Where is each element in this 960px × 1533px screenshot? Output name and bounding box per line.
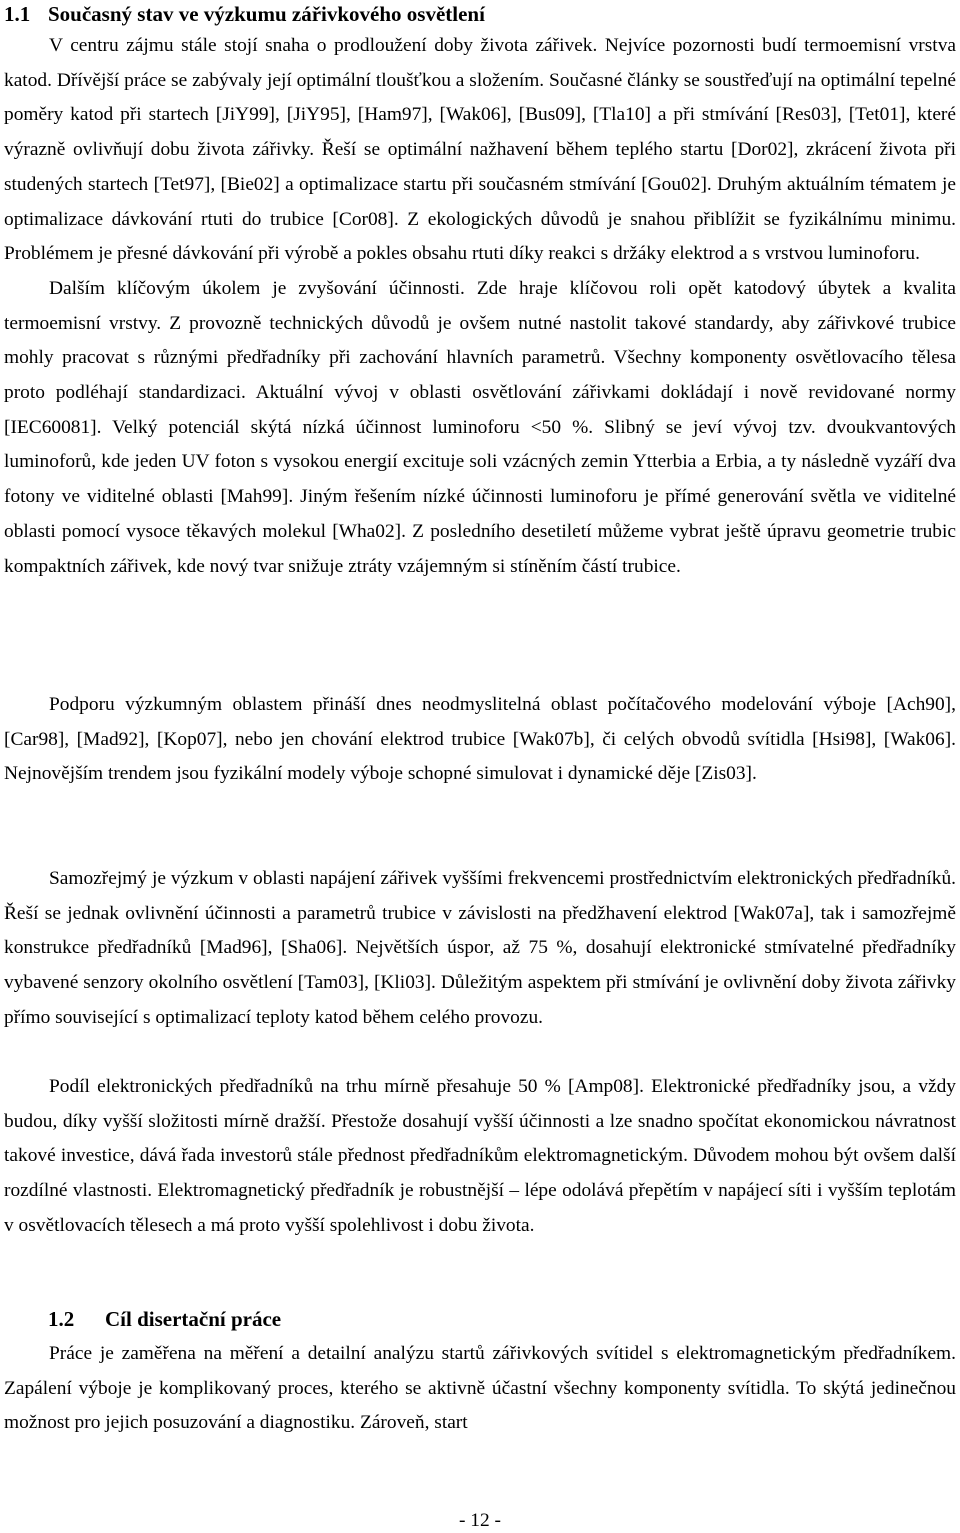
paragraph-1 [4,29,956,584]
section-number: 1.1 [4,2,31,26]
paragraph-5: Práce je zaměřena na měření a detailní analýzu startů zářivkových svítidel s elektromagnetickým předřadníkem. Zapálení výboje je komplikovaný proces, kterého se aktivně účastní všechny komponenty svítidla. To skýtá jedinečnou možnost pro jejich posuzování a diagnostiku. Zároveň, start [4,1343,956,1434]
section-heading-1-2 [48,1306,281,1332]
paragraph-2: Podporu výzkumným oblastem přináší dnes neodmyslitelná oblast počítačového modelování výboje [Ach90], [Car98], [Mad92], [Kop07], nebo jen chování elektrod trubice [Wak07b], či celých obvodů svítidla [Hsi98], [Wak06]. Nejnovějším trendem jsou fyzikální modely výboje schopné simulovat i dynamické děje [Zis03]. [4,694,956,785]
section-heading-1-1 [4,1,485,27]
section-title: Cíl disertační práce [105,1307,282,1331]
paragraph-1-text: V centru zájmu stále stojí snaha o prodloužení doby života zářivek. Nejvíce pozornosti budí termoemisní vrstva katod. Dřívější práce se zabývaly její optimální tloušťkou a složením. Současné články se soustřeďují na optimální tepelné poměry katod při startech [JiY99], [JiY95], [Ham97], [Wak06], [Bus09], [Tla10] a při stmívání [Res03], [Tet01], které výrazně ovlivňují dobu života zářivky. Řeší se optimální nažhavení během teplého startu [Dor02], zkrácení života při studených startech [Tet97], [Bie02] a optimalizace startu při současném stmívání [Gou02]. Druhým aktuálním tématem je optimalizace dávkování rtuti do trubice [Cor08]. Z ekologických důvodů je snahou přiblížit se fyzikálnímu minimu. Problémem je přesné dávkování při výrobě a pokles obsahu rtuti díky reakci s držáky elektrod a s vrstvou luminoforu. [4,35,956,265]
paragraph-1b-text: Dalším klíčovým úkolem je zvyšování účinnosti. Zde hraje klíčovou roli opět katodový úbytek a kvalita termoemisní vrstvy. Z provozně technických důvodů je ovšem nutné nastolit takové standardy, aby zářivkové trubice mohly pracovat s různými předřadníky při zachování hlavních parametrů. Všechny komponenty osvětlovacího tělesa proto podléhají standardizaci. Aktuální vývoj v oblasti osvětlování zářivkami dokládají i nově revidované normy [IEC60081]. Velký potenciál skýtá nízká účinnost luminoforu <50 %. Slibný se jeví vývoj tzv. dvoukvantových luminoforů, kde jeden UV foton s vysokou energií excituje soli vzácných zemin Ytterbia a Erbia, a ty následně vyzáří dva fotony ve viditelné oblasti [Mah99]. Jiným řešením nízké účinnosti luminoforu je přímé generování světla ve viditelné oblasti pomocí vysoce těkavých molekul [Wha02]. Z posledního desetiletí můžeme vybrat ještě úpravu geometrie trubic kompaktních zářivek, kde nový tvar snižuje ztráty vzájemným si stíněním částí trubice. [4,277,956,577]
paragraph-3: Samozřejmý je výzkum v oblasti napájení zářivek vyššími frekvencemi prostřednictvím elektronických předřadníků. Řeší se jednak ovlivnění účinnosti a parametrů trubice v závislosti na předžhavení elektrod [Wak07a], tak i samozřejmě konstrukce předřadníků [Mad96], [Sha06]. Největších úspor, až 75 %, dosahují elektronické stmívatelné předřadníky vybavené senzory okolního osvětlení [Tam03], [Kli03]. Důležitým aspektem při stmívání je ovlivnění doby života zářivky přímo související s optimalizací teploty katod během celého provozu. [4,868,956,1028]
paragraph-4: Podíl elektronických předřadníků na trhu mírně přesahuje 50 % [Amp08]. Elektronické předřadníky jsou, a vždy budou, díky vyšší složitosti mírně dražší. Přestože dosahují vyšší účinnosti a lze snadno spočítat ekonomickou návratnost takové investice, dává řada investorů stále přednost předřadníkům elektromagnetickým. Důvodem mohou být ovšem další rozdílné vlastnosti. Elektromagnetický předřadník je robustnější – lépe odolává přepětím v napájecí síti i vyšším teplotám v osvětlovacích tělesech a má proto vyšší spolehlivost i dobu života. [4,1076,956,1236]
section-number: 1.2 [48,1307,75,1331]
section-title: Současný stav ve výzkumu zářivkového osvětlení [48,2,485,26]
page-number: - 12 - [458,1510,501,1531]
